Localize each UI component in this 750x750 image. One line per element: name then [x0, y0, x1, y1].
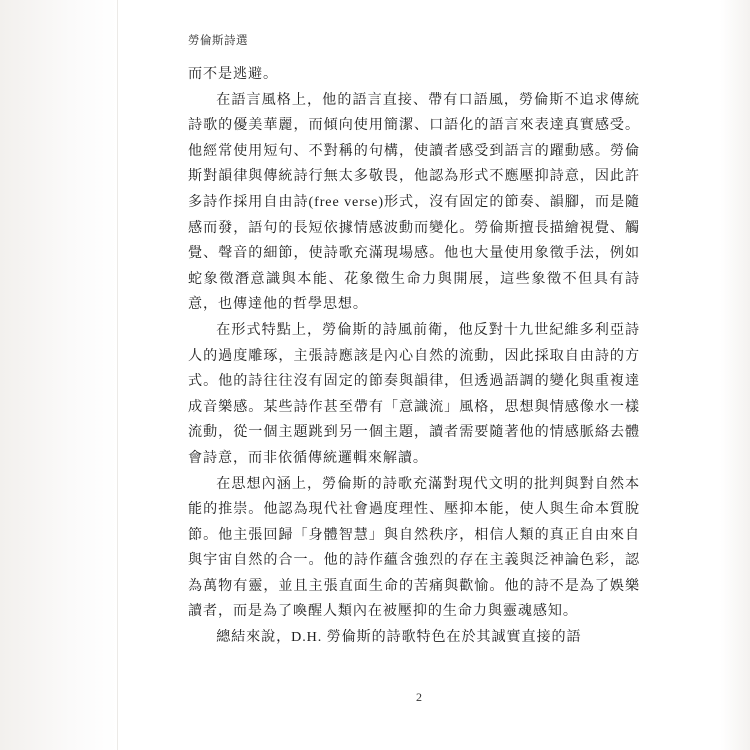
page-sheet — [118, 0, 720, 750]
running-head: 勞倫斯詩選 — [188, 35, 248, 47]
body-text — [188, 62, 640, 651]
paragraph: 總結來說，D.H. 勞倫斯的詩歌特色在於其誠實直接的語 — [216, 629, 582, 646]
paragraph: 而不是逃避。 — [188, 66, 278, 82]
paragraph: 在形式特點上，勞倫斯的詩風前衛，他反對十九世紀維多利亞詩人的過度雕琢，主張詩應該是內心自然的流動，因此採取自由詩的方式。他的詩往往沒有固定的節奏與韻律，但透過語調的變化與重複達成音樂感。某些詩作甚至帶有「意識流」風格，思想與情感像水一樣流動，從一個主題跳到另一個主題，讀者需要隨著他的情感脈絡去體會詩意，而非依循傳統邏輯來解讀。 — [188, 321, 640, 466]
paragraph: 在語言風格上，他的語言直接、帶有口語風，勞倫斯不追求傳統詩歌的優美華麗，而傾向使用簡潔、口語化的語言來表達真實感受。他經常使用短句、不對稱的句構，使讀者感受到語言的躍動感。勞倫斯對韻律與傳統詩行無太多敬畏，他認為形式不應壓抑詩意，因此許多詩作採用自由詩(free verse)形式，沒有固定的節奏、韻腳，而是隨感而發，語句的長短依據情感波動而變化。勞倫斯擅長描繪視覺、觸覺、聲音的細節，使詩歌充滿現場感。他也大量使用象徵手法，例如蛇象徵潛意識與本能、花象徵生命力與開展，這些象徵不但具有詩意，也傳達他的哲學思想。 — [188, 91, 640, 313]
paragraph: 在思想內涵上，勞倫斯的詩歌充滿對現代文明的批判與對自然本能的推崇。他認為現代社會過度理性、壓抑本能，使人與生命本質脫節。他主張回歸「身體智慧」與自然秩序，相信人類的真正自由來自與宇宙自然的合一。他的詩作蘊含強烈的存在主義與泛神論色彩，認為萬物有靈，並且主張直面生命的苦痛與歡愉。他的詩不是為了娛樂讀者，而是為了喚醒人類內在被壓抑的生命力與靈魂感知。 — [188, 475, 640, 620]
page-number: 2 — [416, 690, 422, 704]
